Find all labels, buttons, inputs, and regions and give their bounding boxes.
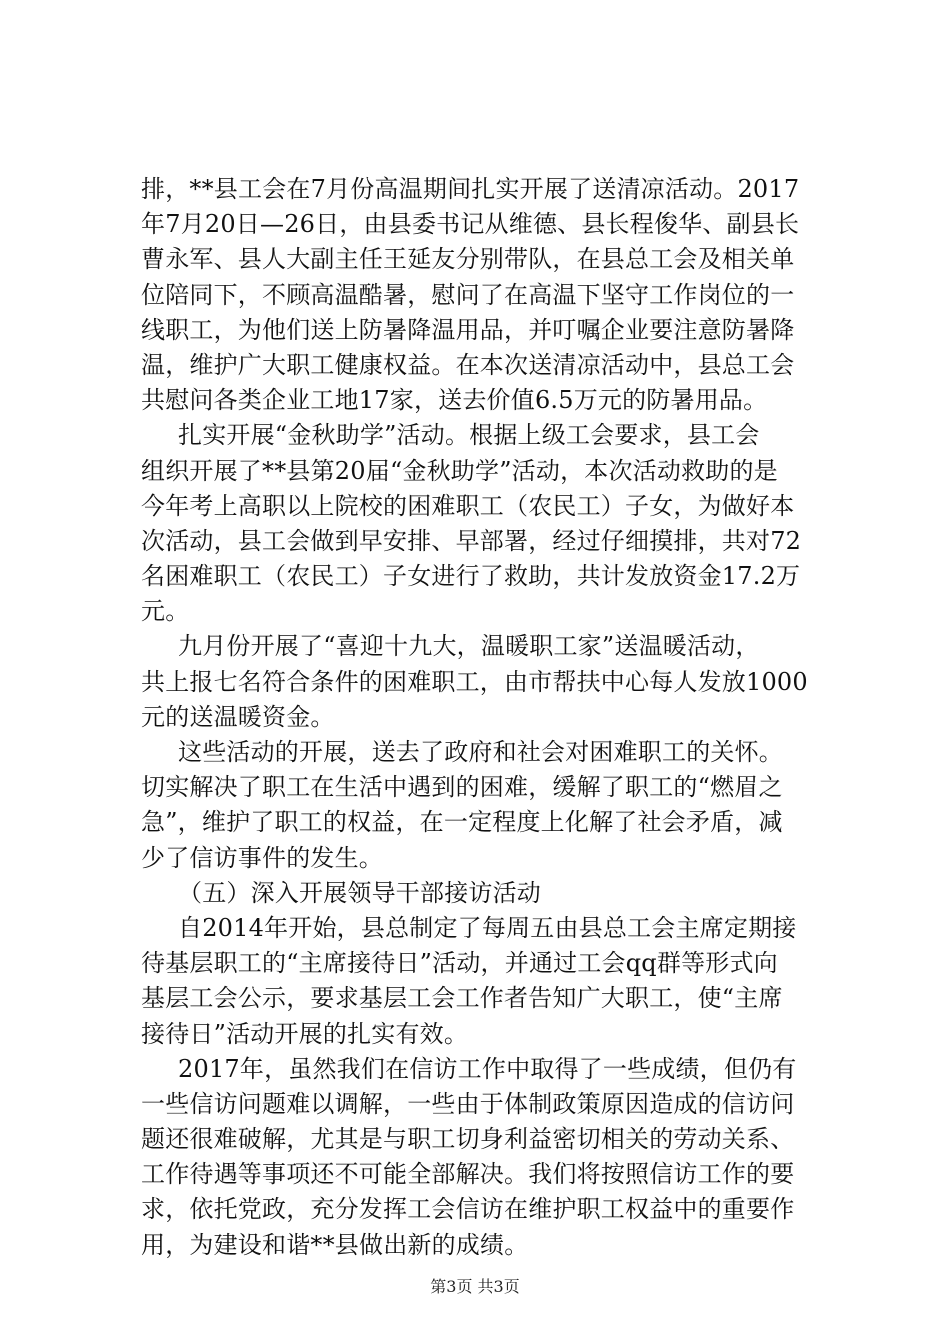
text-line: 工作待遇等事项还不可能全部解决。我们将按照信访工作的要 xyxy=(141,1160,795,1189)
text-line: 题还很难破解，尤其是与职工切身利益密切相关的劳动关系、 xyxy=(141,1125,795,1154)
paragraph-start-line: 这些活动的开展，送去了政府和社会对困难职工的关怀。 xyxy=(178,738,783,766)
text-line: 一些信访问题难以调解，一些由于体制政策原因造成的信访问 xyxy=(141,1089,795,1118)
text-line: 共上报七名符合条件的困难职工，由市帮扶中心每人发放1000 xyxy=(141,667,808,696)
paragraph-start-line: 扎实开展“金秋助学”活动。根据上级工会要求，县工会 xyxy=(178,421,760,450)
text-line: 元。 xyxy=(141,597,190,626)
text-line: 元的送温暖资金。 xyxy=(141,702,335,731)
document-body xyxy=(141,172,830,1263)
text-line: 用，为建设和谐**县做出新的成绩。 xyxy=(141,1230,529,1259)
text-line: 急”，维护了职工的权益，在一定程度上化解了社会矛盾，减 xyxy=(141,808,783,837)
paragraph-start-line: 自2014年开始，县总制定了每周五由县总工会主席定期接 xyxy=(178,913,797,942)
page-footer xyxy=(0,1274,950,1297)
text-line: 切实解决了职工在生活中遇到的困难，缓解了职工的“燃眉之 xyxy=(141,773,783,802)
text-line: 排，**县工会在7月份高温期间扎实开展了送清凉活动。2017 xyxy=(141,175,800,203)
text-line: 基层工会公示，要求基层工会工作者告知广大职工，使“主席 xyxy=(141,984,783,1013)
text-line: 接待日”活动开展的扎实有效。 xyxy=(141,1019,469,1048)
text-line: 年7月20日—26日，由县委书记从维德、县长程俊华、副县长 xyxy=(141,210,800,239)
text-line: 线职工，为他们送上防暑降温用品，并叮嘱企业要注意防暑降 xyxy=(141,315,795,344)
text-line: 位陪同下，不顾高温酷暑，慰问了在高温下坚守工作岗位的一 xyxy=(141,280,795,309)
text-line: 名困难职工（农民工）子女进行了救助，共计发放资金17.2万 xyxy=(141,562,801,591)
text-line: 组织开展了**县第20届“金秋助学”活动，本次活动救助的是 xyxy=(141,456,778,485)
paragraph-start-line: 2017年，虽然我们在信访工作中取得了一些成绩，但仍有 xyxy=(178,1054,797,1083)
text-line: 曹永军、县人大副主任王延友分别带队，在县总工会及相关单 xyxy=(141,245,795,274)
section-heading: （五）深入开展领导干部接访活动 xyxy=(178,878,541,907)
text-line: 待基层职工的“主席接待日”活动，并通过工会qq群等形式向 xyxy=(141,949,778,978)
page-number: 第3页 共3页 xyxy=(430,1277,520,1296)
text-line: 求，依托党政，充分发挥工会信访在维护职工权益中的重要作 xyxy=(141,1195,795,1224)
text-line: 今年考上高职以上院校的困难职工（农民工）子女，为做好本 xyxy=(141,491,795,520)
paragraph-start-line: 九月份开展了“喜迎十九大，温暖职工家”送温暖活动， xyxy=(178,632,760,661)
text-line: 温，维护广大职工健康权益。在本次送清凉活动中，县总工会 xyxy=(141,350,795,379)
text-line: 少了信访事件的发生。 xyxy=(141,843,383,872)
text-line: 共慰问各类企业工地17家，送去价值6.5万元的防暑用品。 xyxy=(141,386,768,415)
text-line: 次活动，县工会做到早安排、早部署，经过仔细摸排，共对72 xyxy=(141,526,802,555)
